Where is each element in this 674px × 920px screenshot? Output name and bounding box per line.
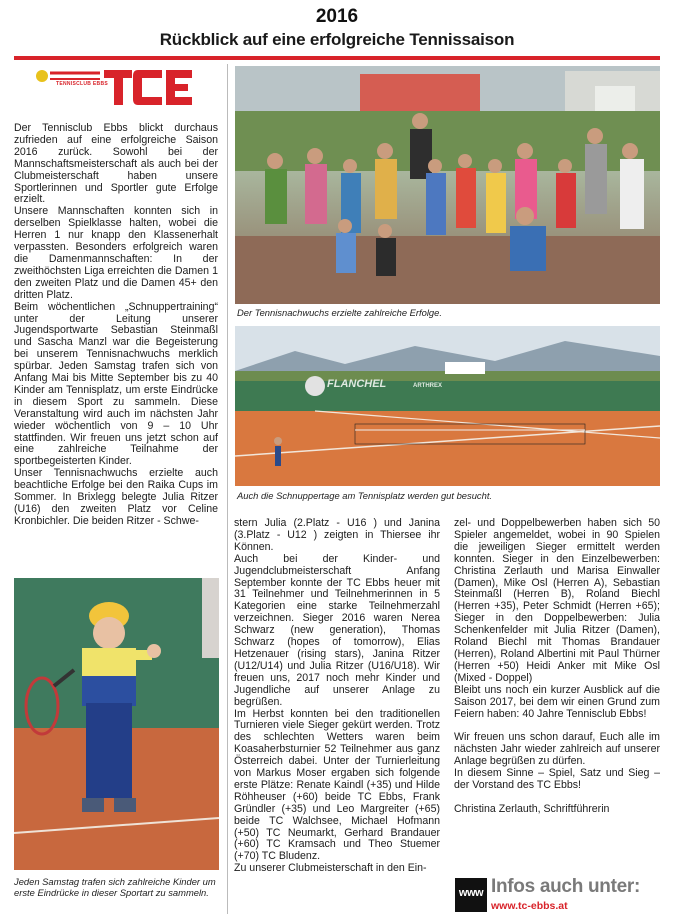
www-icon [455, 878, 487, 912]
paragraph: Auch bei der Kinder- und Jugendclubmeisterschaft Anfang September konnte der TC Ebbs heuer mit 31 Teilnehmer und Teilnehmerinnen in 5 Kategorien eine starke Teilnehmerzahl verzeichnen. Sieger 2016 waren Nerea Schwarz (new generation), Thomas Schwarz (hopes of tomorrow), Elias Hetzenauer (rising stars), Janina Ritzer (U12/U14) und Julia Ritzer (U16/U18). Wir freuen uns, 2017 noch mehr Kinder und Jugendliche auf unserer Anlage zu begrüßen. [234, 552, 440, 708]
article-column-3 [454, 518, 660, 816]
paragraph: In diesem Sinne – Spiel, Satz und Sieg – der Vorstand des TC Ebbs! [454, 767, 660, 791]
child-photo [14, 578, 219, 870]
paragraph: Unsere Mannschaften konnten sich in derselben Spielklasse halten, wobei die Herren 1 nur knapp den Klassenerhalt verpassten. Besonders erfolgreich waren die Damenmannschaften: In der zweithöchsten Liga erreichten die Damen 1 den zweiten Platz und die Damen 45+ den dritten Platz. [14, 205, 218, 301]
red-divider [14, 56, 660, 60]
group-photo-caption: Der Tennisnachwuchs erzielte zahlreiche Erfolge. [237, 307, 442, 318]
logo-subtitle: TENNISCLUB EBBS [56, 81, 109, 87]
column-divider [227, 64, 228, 914]
paragraph: Bleibt uns noch ein kurzer Ausblick auf die Saison 2017, bei dem wir einen Grund zum Feiern haben: 40 Jahre Tennisclub Ebbs! [454, 683, 660, 720]
court-photo-caption: Auch die Schnuppertage am Tennisplatz werden gut besucht. [237, 490, 493, 501]
paragraph: stern Julia (2.Platz - U16 ) und Janina (3.Platz - U12 ) zeigten in Thiersee ihr Können. [234, 517, 440, 553]
website-link[interactable]: www.tc-ebbs.at [491, 900, 568, 912]
www-label: www [458, 887, 484, 899]
signature-line: Christina Zerlauth, Schriftführerin [454, 802, 610, 815]
paragraph: Der Tennisclub Ebbs blickt durchaus zufrieden auf eine erfolgreiche Saison 2016 zurück. Sowohl bei der Mannschaftsmeisterschaft als auch bei der Clubmeisterschaft haben unsere Sportlerinnen und Sportler gute Erfolge erzielt. [14, 122, 218, 206]
paragraph: Zu unserer Clubmeisterschaft in den Ein- [234, 862, 427, 875]
infos-box [455, 876, 665, 916]
paragraph: Wir freuen uns schon darauf, Euch alle im nächsten Jahr wieder zahlreich auf unserer Anlage begrüßen zu dürfen. [454, 731, 660, 768]
paragraph: Beim wöchentlichen „Schnuppertraining“ unter der Leitung unserer Jugendsportwarte Sebastian Steinmaßl und Sascha Manzl war die Begeisterung bei unserem Tennisnachwuchs merklich spürbar. Jeden Samstag trafen sich von Anfang Mai bis Mitte September bis zu 40 Kinder am Tennisplatz, um erste Eindrücke in diesem Sport zu sammeln. Diese Veranstaltung wird auch im nächsten Jahr wieder wöchentlich von 9 – 10 Uhr stattfinden. Wir freuen uns jetzt schon auf eine zahlreiche Teilnahme der sportbegeisterten Kinder. [14, 300, 218, 468]
paragraph: Unser Tennisnachwuchs erzielte auch beachtliche Erfolge bei den Raika Cups im Sommer. In Brixlegg belegte Julia Ritzer (U16) den zweiten Platz vor Celine Kronbichler. Die beiden Ritzer - Schwe- [14, 467, 218, 527]
tennis-ball-icon [36, 70, 48, 82]
article-headline: Rückblick auf eine erfolgreiche Tennissaison [159, 30, 515, 49]
paragraph: Im Herbst konnten bei den traditionellen Turnieren viele Sieger gekürt werden. Trotz des schlechten Wetters waren beim Koasaherbsturnier 52 Teilnehmer aus ganz Österreich dabei. Unter der Turnierleitung von Markus Moser ergaben sich folgende erste Plätze: Renate Kaindl (+35) und Hilde Röhheuser (+60) beide TC Ebbs, Frank Gründler (+35) und Leo Margreiter (+65) beide TC Walchsee, Michael Hofmann (+50) TC Neumarkt, Gerhard Brandauer (+60) TC Kramsach und Theo Stuemer (+70) TC Bludenz. [234, 707, 440, 863]
paragraph: zel- und Doppelbewerben haben sich 50 Spieler angemeldet, wobei in 90 Spielen die jeweiligen Sieger ermittelt werden konnten. Sieger in den Einzelbewerben: Christina Zerlauth und Marisa Einwaller (Damen), Mike Osl (Herren A), Sebastian Steinmaßl (Herren B), Roland Biechl (Herren +35), Peter Schmidt (Herren +65); Sieger in den Doppelbewerben: Julia Schenkenfelder mit Julia Ritzer (Damen), Roland Biechl mit Thomas Brandauer (Herren), Roland Albertini mit Paul Thürner (Herren +50) Heidi Anker mit Mike Osl (Mixed - Doppel) [454, 517, 660, 684]
court-photo [235, 326, 660, 486]
tce-logo [30, 67, 200, 115]
article-column-2 [234, 518, 440, 875]
infos-title: Infos auch unter: [491, 876, 641, 897]
court-sign-flanchel: FLANCHEL [327, 378, 387, 390]
group-photo [235, 66, 660, 304]
year-heading: 2016 [315, 6, 359, 27]
court-sign-arthrex: ARTHREX [413, 383, 443, 389]
child-photo-caption: Jeden Samstag trafen sich zahlreiche Kinder um erste Eindrücke in dieser Sportart zu sammeln. [14, 876, 216, 898]
article-column-1 [14, 123, 218, 528]
